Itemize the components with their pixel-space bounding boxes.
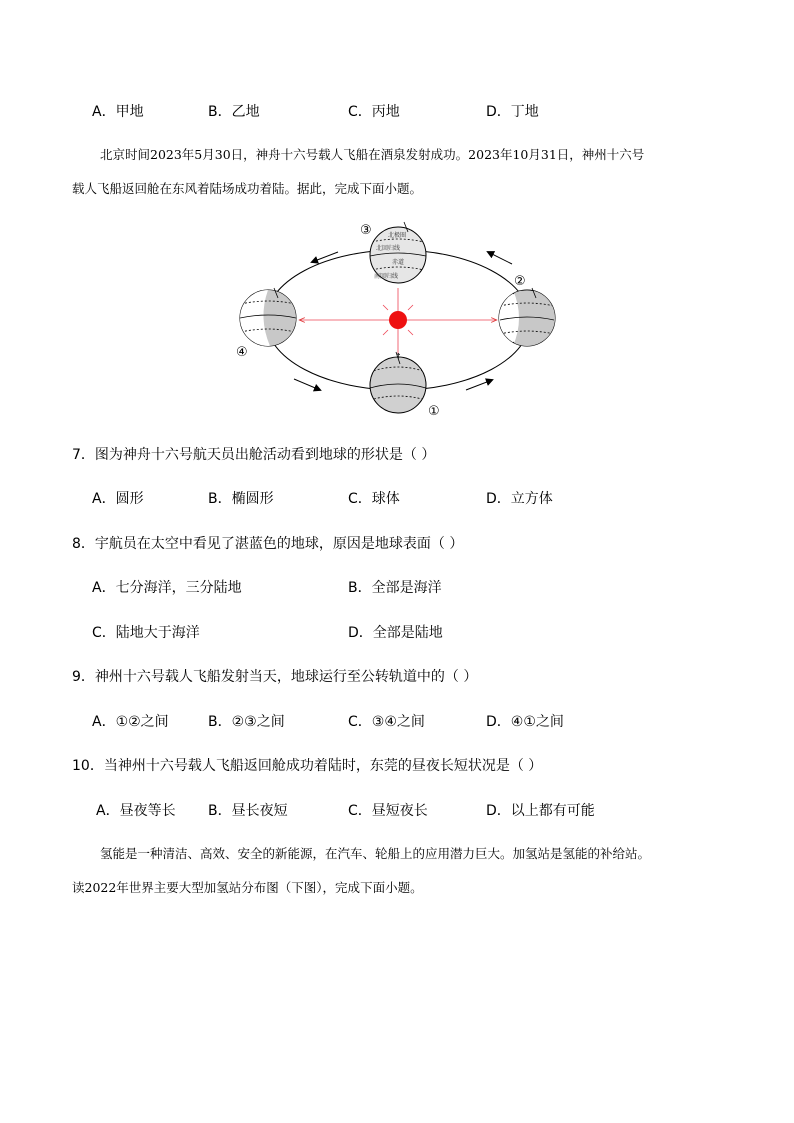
orbit-arrow-top-right [488, 252, 512, 264]
q9-stem: 9．神州十六号载人飞船发射当天，地球运行至公转轨道中的（ ） [72, 669, 478, 685]
q9-option-a: A．①②之间 [92, 714, 169, 730]
q6-option-b: B．乙地 [208, 104, 260, 120]
globe3-label-arctic: 北极圈 [388, 232, 407, 239]
orbit-arrow-bottom-left [294, 379, 320, 390]
q7-option-b: B．椭圆形 [208, 491, 274, 507]
position-label-3: ③ [360, 223, 372, 238]
q8-option-c: C．陆地大于海洋 [92, 625, 200, 641]
q7-option-d: D．立方体 [486, 491, 553, 507]
q8-stem: 8．宇航员在太空中看见了湛蓝色的地球，原因是地球表面（ ） [72, 536, 464, 552]
q9-option-d: D．④①之间 [486, 714, 564, 730]
position-label-4: ④ [236, 345, 248, 360]
passage1-line2: 载人飞船返回舱在东风着陆场成功着陆。据此，完成下面小题。 [72, 181, 423, 196]
q7-option-a: A．圆形 [92, 491, 144, 507]
q8-option-d: D．全部是陆地 [348, 625, 443, 641]
q7-option-c: C．球体 [348, 491, 400, 507]
earth-globe-2 [499, 288, 555, 346]
passage-hydrogen [72, 837, 732, 905]
q10-option-a: A．昼夜等长 [96, 803, 176, 819]
passage2-line1: 氢能是一种清洁、高效、安全的新能源，在汽车、轮船上的应用潜力巨大。加氢站是氢能的补给站。 [100, 846, 651, 861]
earth-globe-1 [370, 352, 426, 413]
q9-option-b: B．②③之间 [208, 714, 285, 730]
earth-globe-4 [240, 288, 296, 346]
sun-icon [389, 311, 407, 329]
earth-revolution-diagram [230, 212, 570, 420]
q10-option-c: C．昼短夜长 [348, 803, 428, 819]
position-label-2: ② [514, 274, 526, 289]
q9-option-c: C．③④之间 [348, 714, 425, 730]
q10-option-b: B．昼长夜短 [208, 803, 288, 819]
orbit-arrow-bottom-right [466, 380, 492, 390]
svg-text:↑: ↑ [395, 352, 402, 361]
q6-option-c: C．丙地 [348, 104, 400, 120]
globe3-label-tropic-capricorn: 南回归线 [374, 273, 399, 280]
globe3-label-equator: 赤道 [392, 259, 405, 266]
q10-stem: 10．当神州十六号载人飞船返回舱成功着陆时，东莞的昼夜长短状况是（ ） [72, 758, 543, 774]
q6-option-a: A．甲地 [92, 104, 144, 120]
passage2-line2: 读2022年世界主要大型加氢站分布图（下图），完成下面小题。 [72, 880, 423, 895]
passage1-line1: 北京时间2023年5月30日，神舟十六号载人飞船在酒泉发射成功。2023年10月31日，神州十六号 [100, 147, 645, 162]
q10-option-d: D．以上都有可能 [486, 803, 595, 819]
passage-shenzhou [72, 138, 732, 206]
q7-stem: 7．图为神舟十六号航天员出舱活动看到地球的形状是（ ） [72, 447, 436, 463]
position-label-1: ① [428, 404, 440, 419]
q8-option-b: B．全部是海洋 [348, 580, 442, 596]
q6-option-d: D．丁地 [486, 104, 539, 120]
earth-globe-3 [370, 222, 426, 283]
q8-option-a: A．七分海洋，三分陆地 [92, 580, 242, 596]
globe3-label-tropic-cancer: 北回归线 [376, 245, 401, 252]
orbit-arrow-top-left [312, 252, 338, 262]
